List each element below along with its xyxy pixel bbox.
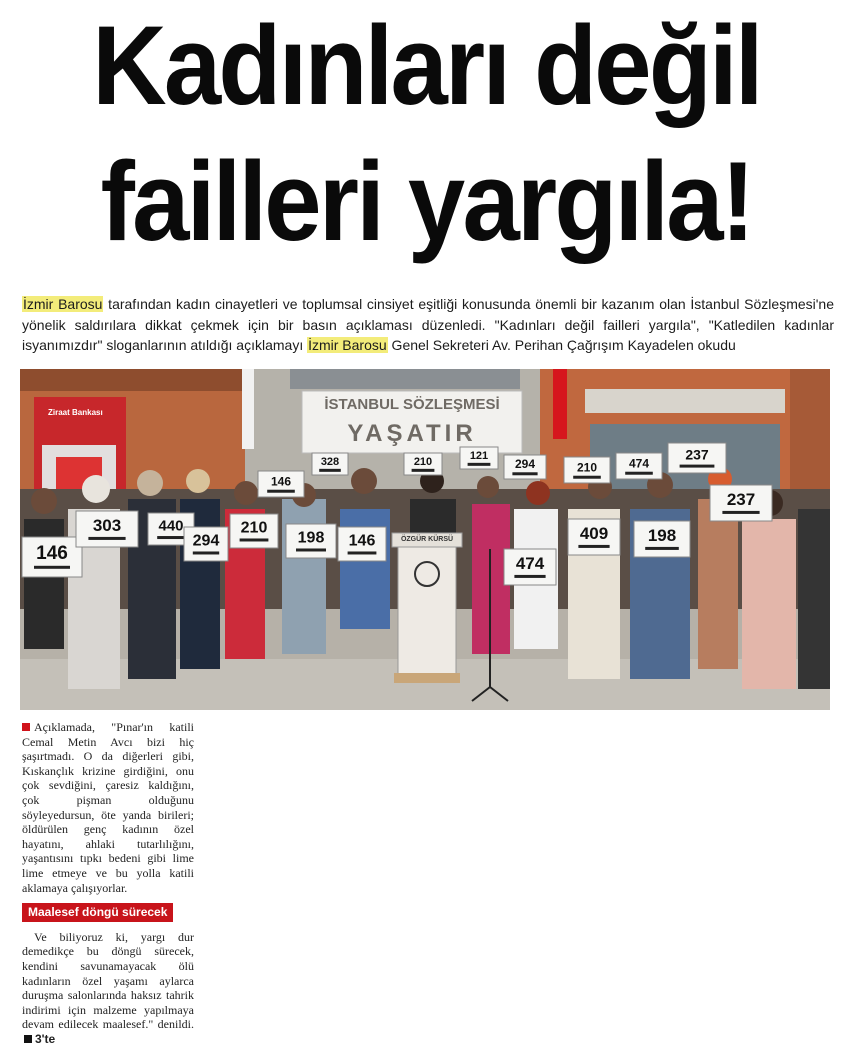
protest-sign-bar bbox=[240, 538, 269, 541]
protest-sign-bar bbox=[296, 548, 326, 551]
continued-ref: 3'te bbox=[35, 1031, 56, 1046]
protest-sign-bar bbox=[468, 463, 491, 466]
protest-sign bbox=[184, 527, 228, 561]
lead-text-1: tarafından kadın cinayetleri ve toplumsal cinsiyet eşitliği konusunda önemli bir kazanım olan İstanbul Sözleşmesi'ne yönelik saldırılara dikkat çekmek için bir basın açıklaması düzenledi. "Kadınları değil failleri yargıla", "Katledilen kadınlar isyanımızdır" sloganlarının atıldığı açıklamayı bbox=[22, 296, 835, 353]
protest-sign bbox=[710, 485, 772, 521]
protest-sign-bar bbox=[645, 547, 679, 550]
protest-sign-bar bbox=[157, 536, 185, 539]
protest-sign-bar bbox=[193, 551, 219, 554]
protest-sign-number: 474 bbox=[515, 553, 545, 573]
protest-photo bbox=[20, 369, 830, 710]
banner-line-2: YAŞATIR bbox=[347, 420, 477, 447]
lead-text-2: Genel Sekreteri Av. Perihan Çağrışım Kayadelen okudu bbox=[387, 337, 736, 353]
protest-photo-illustration bbox=[20, 369, 830, 710]
protest-sign-bar bbox=[680, 465, 715, 468]
protest-sign-bar bbox=[625, 472, 653, 475]
protest-sign bbox=[504, 549, 556, 585]
protest-sign-bar bbox=[514, 575, 545, 578]
protest-sign bbox=[564, 457, 610, 483]
protest-sign-bar bbox=[412, 469, 435, 472]
protest-sign-bar bbox=[578, 545, 609, 548]
protest-sign-number: 146 bbox=[36, 543, 68, 564]
protest-sign bbox=[286, 524, 336, 558]
protest-sign bbox=[460, 447, 498, 469]
protest-sign-number: 294 bbox=[514, 457, 536, 472]
protest-sign-bar bbox=[319, 469, 341, 472]
protest-sign-number: 409 bbox=[579, 523, 609, 543]
protest-sign bbox=[258, 471, 304, 497]
body-paragraph-1: Açıklamada, "Pınar'ın katili Cemal Metin Avcı bizi hiç şaşırtmadı. O da diğerleri gibi, Kıskançlık krizine girdiğini, onu çok sevdiğini, çaresiz kaldığını, çok pişman olduğunu söyleyedursun, öte yanda birileri; öldürülen genç kadının özel hayatını, ahlaki tutarlılığını, yaşantısını tıpkı bedeni gibi lime lime etmeye ve bu yolla katili aklamaya çalışıyorlar. bbox=[22, 720, 194, 895]
lead-highlight-2: İzmir Barosu bbox=[308, 337, 387, 353]
protest-sign-bar bbox=[348, 551, 377, 554]
subheading: Maalesef döngü sürecek bbox=[22, 903, 173, 922]
protest-sign bbox=[668, 443, 726, 473]
podium-label: ÖZGÜR KÜRSÜ bbox=[400, 536, 454, 543]
lead-paragraph bbox=[22, 294, 834, 356]
lead-highlight-1: İzmir Barosu bbox=[23, 296, 103, 312]
protest-sign bbox=[338, 527, 386, 561]
protest-sign-number: 210 bbox=[240, 519, 268, 537]
protest-sign-number: 328 bbox=[320, 456, 340, 469]
protest-sign-number: 294 bbox=[192, 532, 220, 550]
protest-sign-bar bbox=[722, 511, 759, 514]
protest-sign-number: 146 bbox=[270, 474, 292, 489]
protest-sign-bar bbox=[267, 490, 295, 493]
headline-line-1: Kadınları değil bbox=[92, 3, 761, 128]
bank-name-label: Ziraat Bankası bbox=[48, 408, 103, 417]
protest-sign-number: 237 bbox=[685, 446, 709, 463]
protest-sign-number: 210 bbox=[576, 460, 598, 475]
protest-sign-bar bbox=[512, 472, 537, 475]
protest-sign bbox=[312, 453, 348, 475]
protest-sign bbox=[404, 453, 442, 475]
protest-sign-bar bbox=[88, 537, 125, 540]
protest-sign-number: 210 bbox=[413, 456, 433, 469]
banner-line-1: İSTANBUL SÖZLEŞMESİ bbox=[324, 396, 500, 413]
protest-sign bbox=[22, 537, 82, 577]
bullet-square bbox=[22, 723, 30, 731]
article-body bbox=[22, 720, 194, 1046]
protest-sign-number: 237 bbox=[726, 489, 756, 509]
protest-sign bbox=[504, 455, 546, 479]
protest-sign-number: 121 bbox=[469, 450, 489, 463]
protest-sign bbox=[634, 521, 690, 557]
headline-line-2: failleri yargıla! bbox=[100, 139, 753, 264]
protest-sign-number: 440 bbox=[158, 517, 184, 535]
protest-sign-number: 474 bbox=[628, 456, 650, 471]
body-paragraph-2: Ve biliyoruz ki, yargı dur demedikçe bu döngü sürecek, kendini savunamayacak ölü kadınların özel yaşamı aylarca duruşma salonlarında haksız tahrik indirimi için malzeme yapılmaya devam edilecek maalesef." denildi. bbox=[22, 929, 194, 1032]
end-square bbox=[24, 1035, 32, 1043]
protest-sign bbox=[568, 519, 620, 555]
protest-sign-bar bbox=[573, 476, 601, 479]
protest-sign-number: 146 bbox=[348, 532, 376, 550]
protest-sign-bar bbox=[34, 566, 70, 569]
protest-sign-number: 303 bbox=[92, 515, 122, 535]
protest-sign-number: 198 bbox=[647, 525, 677, 545]
protest-sign bbox=[616, 453, 662, 479]
protest-sign bbox=[230, 514, 278, 548]
protest-sign-number: 198 bbox=[297, 529, 325, 547]
protest-sign bbox=[76, 511, 138, 547]
